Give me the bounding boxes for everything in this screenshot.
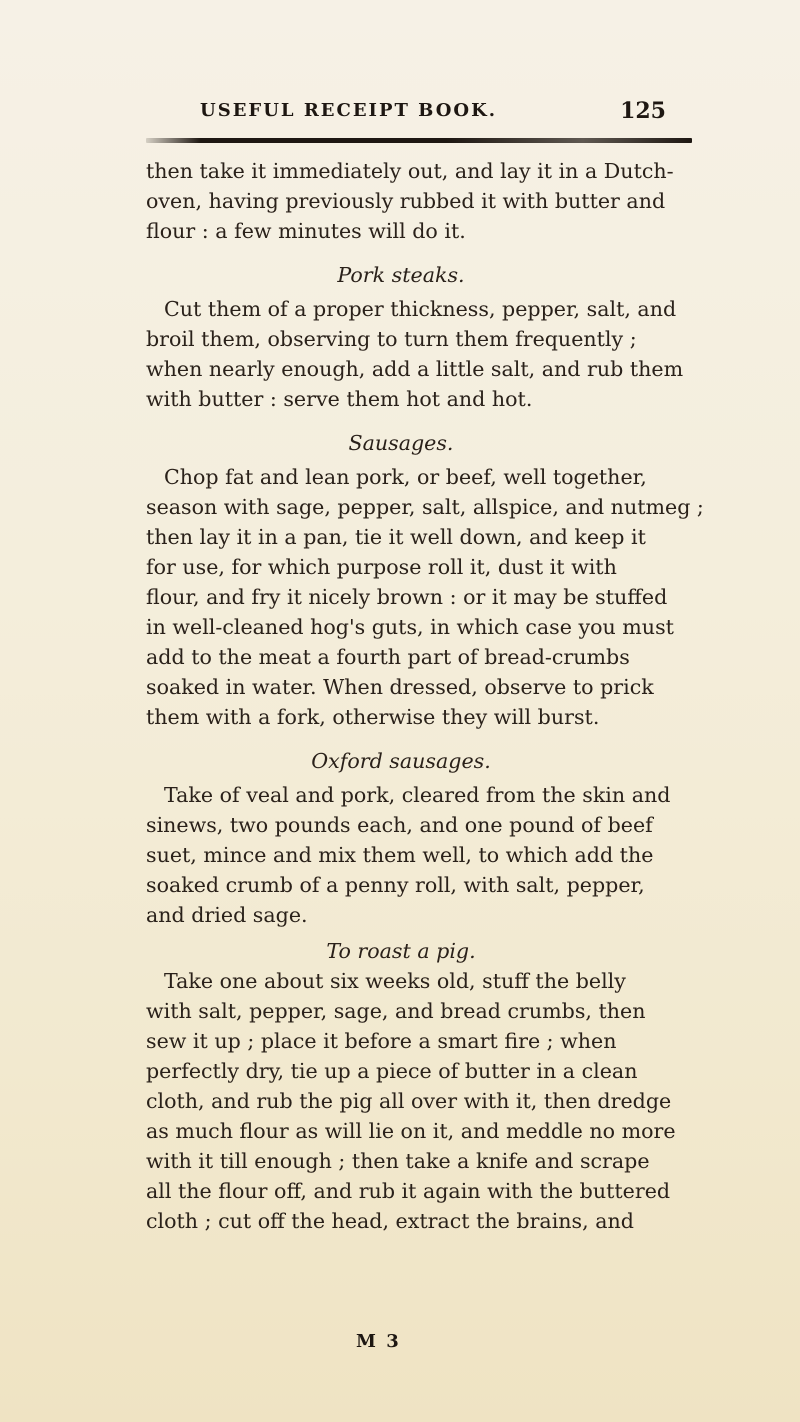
intro-paragraph: [146, 156, 674, 246]
text-line: suet, mince and mix them well, to which add the: [146, 843, 654, 867]
signature-mark: M 3: [356, 1331, 401, 1352]
text-line: all the flour off, and rub it again with the buttered: [146, 1179, 671, 1203]
text-line: with butter : serve them hot and hot.: [146, 387, 533, 411]
text-line: flour : a few minutes will do it.: [146, 219, 466, 243]
text-line: with it till enough ; then take a knife and scrape: [146, 1149, 650, 1173]
recipe-heading: Oxford sausages.: [311, 749, 491, 773]
text-line: season with sage, pepper, salt, allspice, and nutmeg ;: [146, 495, 704, 519]
text-line: as much flour as will lie on it, and meddle no more: [146, 1119, 676, 1143]
text-line: add to the meat a fourth part of bread-crumbs: [146, 645, 630, 669]
recipe-oxford-sausages: [146, 746, 671, 930]
text-line: sinews, two pounds each, and one pound of beef: [146, 813, 653, 837]
text-line: sew it up ; place it before a smart fire ; when: [146, 1029, 617, 1053]
text-line: for use, for which purpose roll it, dust it with: [146, 555, 617, 579]
page-number: 125: [620, 98, 666, 124]
text-line: in well-cleaned hog's guts, in which case you must: [146, 615, 674, 639]
text-line: cloth, and rub the pig all over with it, then dredge: [146, 1089, 672, 1113]
running-title: USEFUL RECEIPT BOOK.: [200, 100, 497, 121]
recipe-heading: Sausages.: [348, 431, 454, 455]
text-line: oven, having previously rubbed it with butter and: [146, 189, 666, 213]
text-line: them with a fork, otherwise they will burst.: [146, 705, 600, 729]
text-line: Chop fat and lean pork, or beef, well together,: [164, 465, 647, 489]
recipe-heading: Pork steaks.: [337, 263, 465, 287]
text-line: Take one about six weeks old, stuff the belly: [164, 969, 626, 993]
recipe-pork-steaks: [146, 260, 684, 414]
recipe-roast-pig: [146, 936, 676, 1236]
text-line: broil them, observing to turn them frequently ;: [146, 327, 637, 351]
text-line: then take it immediately out, and lay it in a Dutch-: [146, 159, 674, 183]
text-line: flour, and fry it nicely brown : or it may be stuffed: [146, 585, 668, 609]
text-line: Take of veal and pork, cleared from the skin and: [164, 783, 671, 807]
text-line: Cut them of a proper thickness, pepper, salt, and: [164, 297, 677, 321]
recipe-heading: To roast a pig.: [326, 939, 476, 963]
text-line: cloth ; cut off the head, extract the brains, and: [146, 1209, 634, 1233]
text-line: then lay it in a pan, tie it well down, and keep it: [146, 525, 646, 549]
running-head: [200, 98, 666, 130]
header-rule: [146, 138, 692, 143]
text-line: soaked in water. When dressed, observe to prick: [146, 675, 654, 699]
text-line: perfectly dry, tie up a piece of butter in a clean: [146, 1059, 638, 1083]
text-line: when nearly enough, add a little salt, and rub them: [146, 357, 684, 381]
text-line: with salt, pepper, sage, and bread crumbs, then: [146, 999, 646, 1023]
recipe-sausages: [146, 428, 704, 732]
page-body: [146, 156, 704, 1236]
text-line: soaked crumb of a penny roll, with salt, pepper,: [146, 873, 645, 897]
text-line: and dried sage.: [146, 903, 308, 927]
